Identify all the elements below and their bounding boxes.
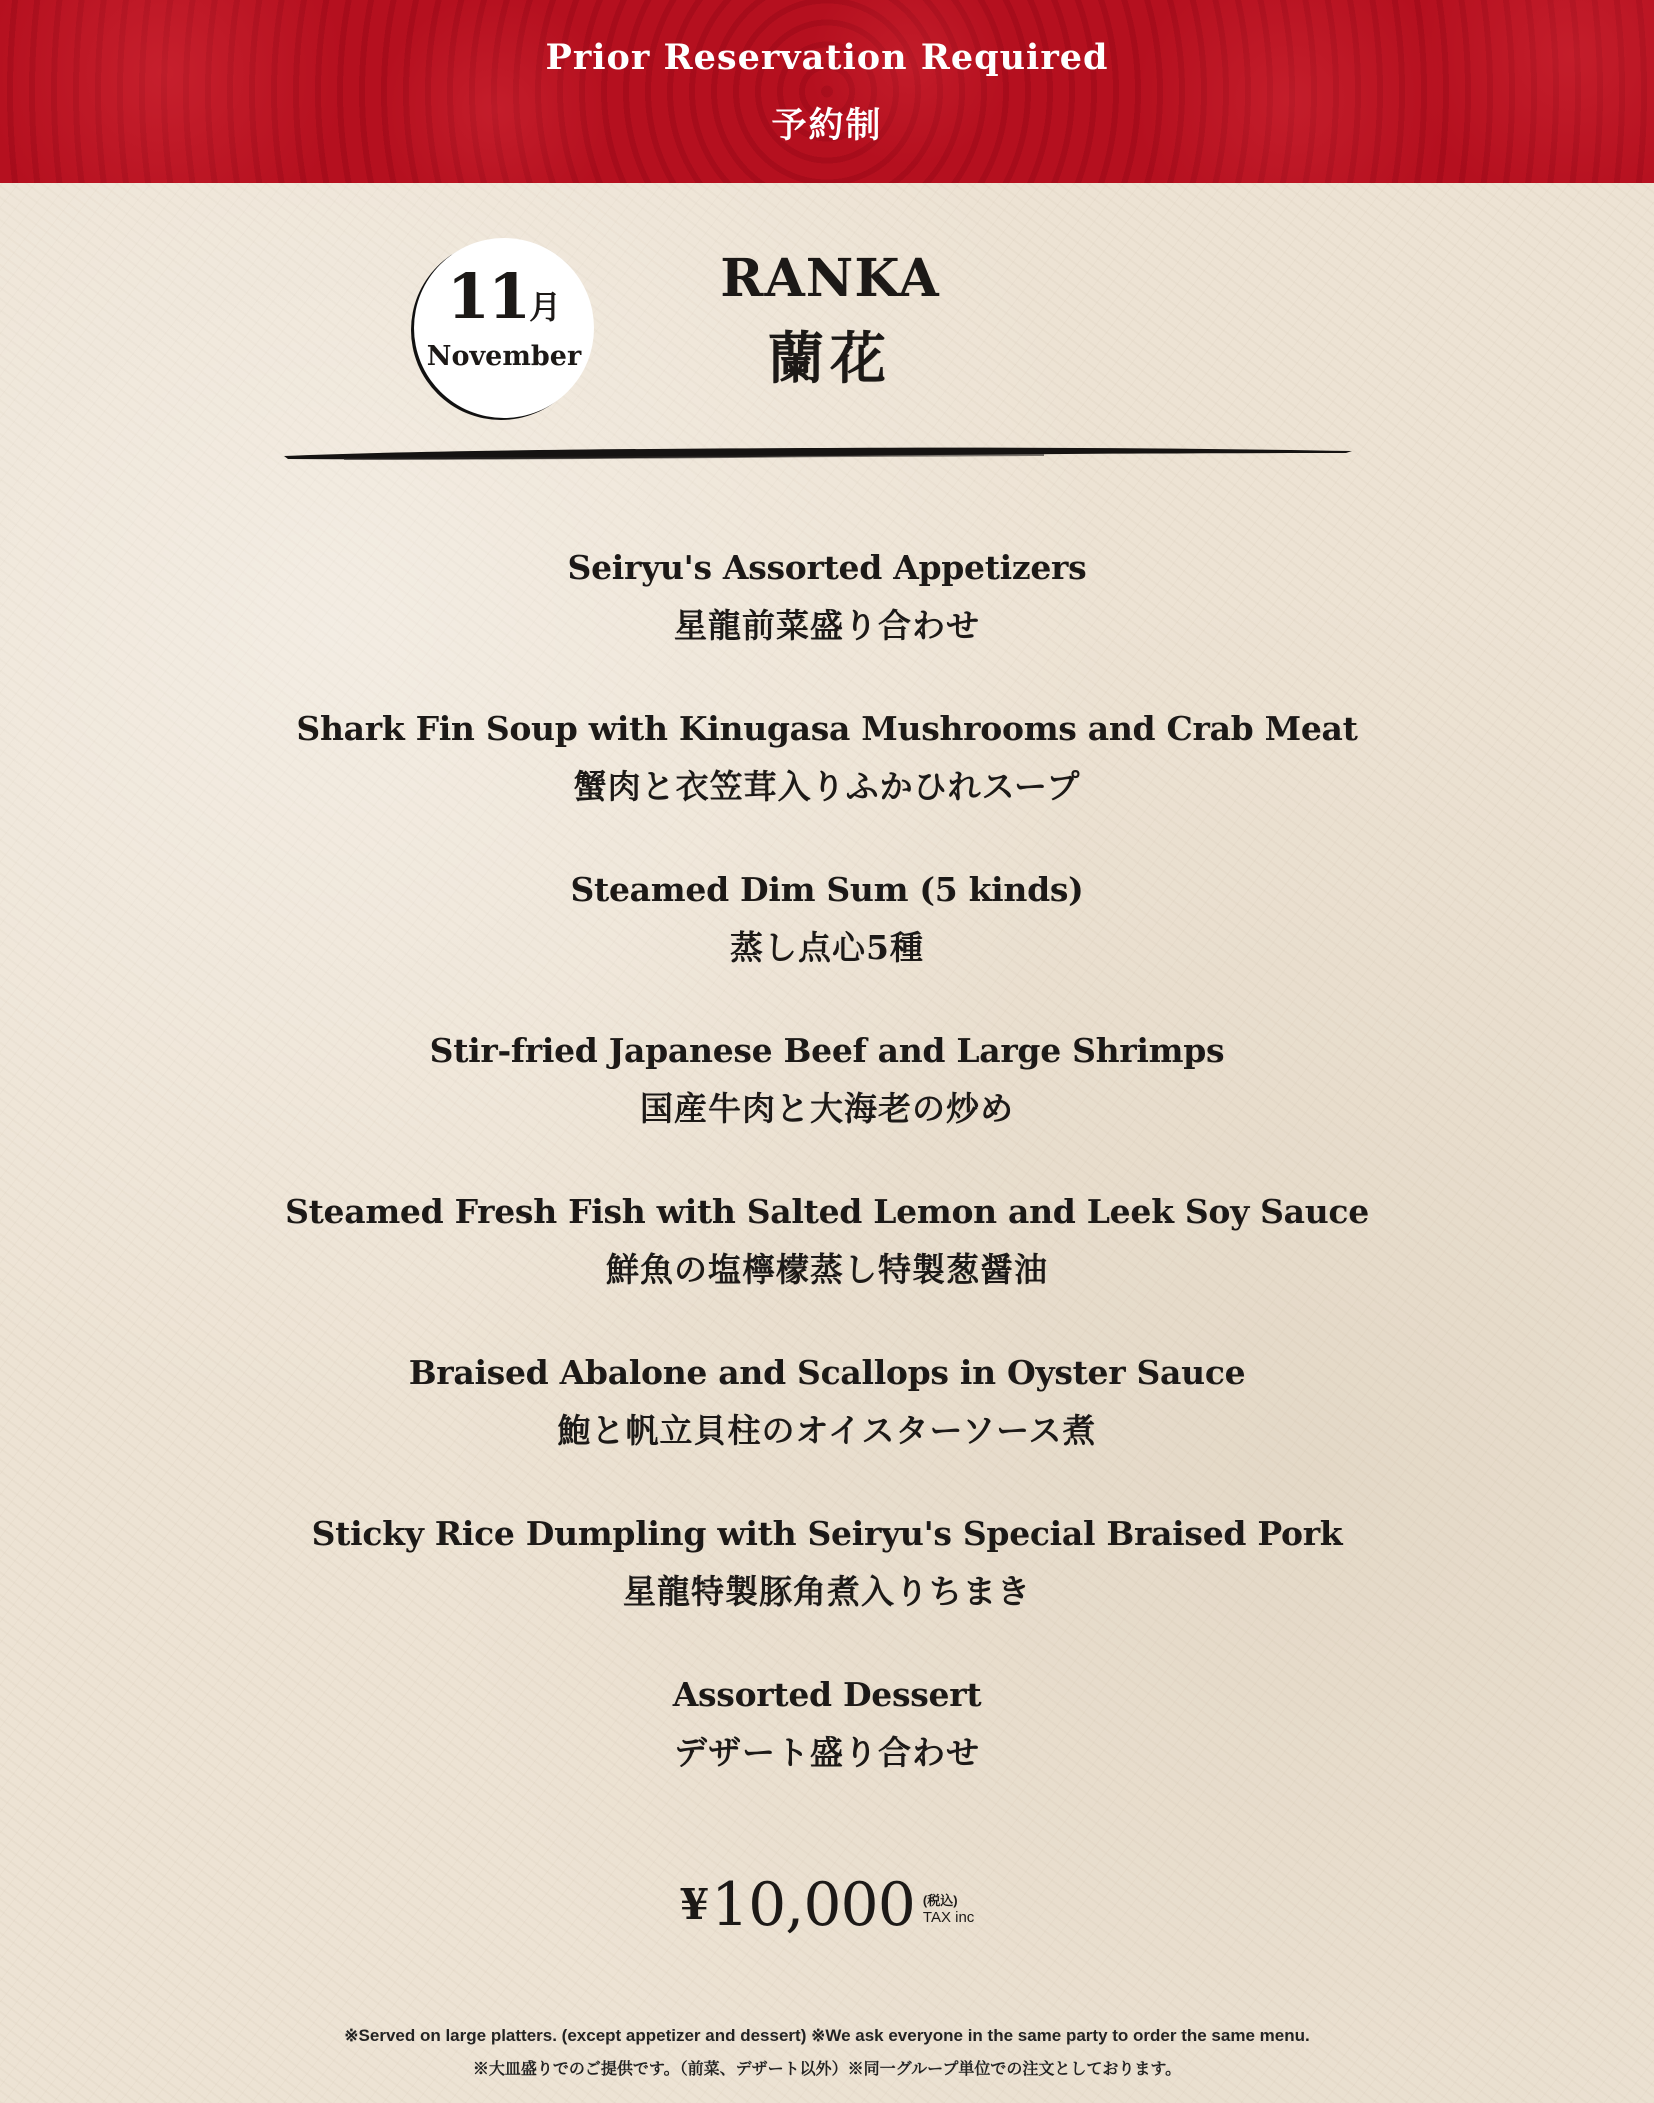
dish-name-en: Sticky Rice Dumpling with Seiryu's Special Braised Pork — [311, 1514, 1343, 1553]
tax-label — [923, 1892, 974, 1926]
dish-name-en: Steamed Dim Sum (5 kinds) — [570, 870, 1084, 909]
menu-item — [0, 701, 1654, 862]
dish-name-ja: デザート盛り合わせ — [674, 1733, 980, 1772]
price-currency: ¥ — [679, 1880, 709, 1929]
dish-name-en: Steamed Fresh Fish with Salted Lemon and Leek Soy Sauce — [285, 1192, 1369, 1231]
dish-name-ja: 星龍前菜盛り合わせ — [674, 606, 980, 645]
dish-name-en: Seiryu's Assorted Appetizers — [567, 548, 1087, 587]
brush-divider — [284, 444, 1352, 466]
footnote-en: ※Served on large platters. (except appetizer and dessert) ※We ask everyone in the same party to order the same menu. — [344, 2026, 1310, 2045]
menu-item — [0, 1023, 1654, 1184]
menu-item — [0, 1506, 1654, 1667]
price-amount: 10,000 — [710, 1870, 915, 1940]
month-number: 11 — [446, 260, 530, 333]
menu-item — [0, 1184, 1654, 1345]
menu-item — [0, 540, 1654, 701]
course-title-en: RANKA — [720, 248, 940, 309]
dish-name-ja: 鮑と帆立貝柱のオイスターソース煮 — [557, 1411, 1097, 1450]
menu-item — [0, 862, 1654, 1023]
tax-label-en: TAX inc — [922, 1909, 975, 1926]
month-number-row — [414, 262, 594, 342]
menu-item — [0, 1667, 1654, 1828]
price-row — [0, 1872, 1654, 1938]
reservation-notice-ja: 予約制 — [771, 105, 883, 146]
month-badge — [414, 238, 594, 418]
dish-name-en: Braised Abalone and Scallops in Oyster Sauce — [408, 1353, 1246, 1392]
month-kanji: 月 — [529, 288, 562, 326]
dish-name-ja: 鮮魚の塩檸檬蒸し特製葱醤油 — [606, 1250, 1048, 1289]
price — [680, 1872, 975, 1938]
dish-name-ja: 国産牛肉と大海老の炒め — [640, 1089, 1014, 1128]
menu-item — [0, 1345, 1654, 1506]
dish-name-en: Stir-fried Japanese Beef and Large Shrimps — [429, 1031, 1225, 1070]
month-name: November — [426, 341, 582, 372]
menu-list — [0, 540, 1654, 1828]
footnote-ja: ※大皿盛りでのご提供です。（前菜、デザート以外）※同一グループ単位での注文としております。 — [472, 2061, 1182, 2078]
reservation-notice-en: Prior Reservation Required — [545, 37, 1109, 78]
dish-name-en: Shark Fin Soup with Kinugasa Mushrooms and Crab Meat — [296, 709, 1358, 748]
dish-name-ja: 蒸し点心5種 — [730, 928, 924, 967]
dish-name-ja: 蟹肉と衣笠茸入りふかひれスープ — [573, 767, 1081, 806]
dish-name-ja: 星龍特製豚角煮入りちまき — [623, 1572, 1031, 1611]
dish-name-en: Assorted Dessert — [672, 1675, 982, 1714]
tax-label-ja: (税込) — [922, 1893, 958, 1908]
reservation-banner — [0, 0, 1654, 183]
course-title-ja: 蘭花 — [768, 326, 892, 392]
